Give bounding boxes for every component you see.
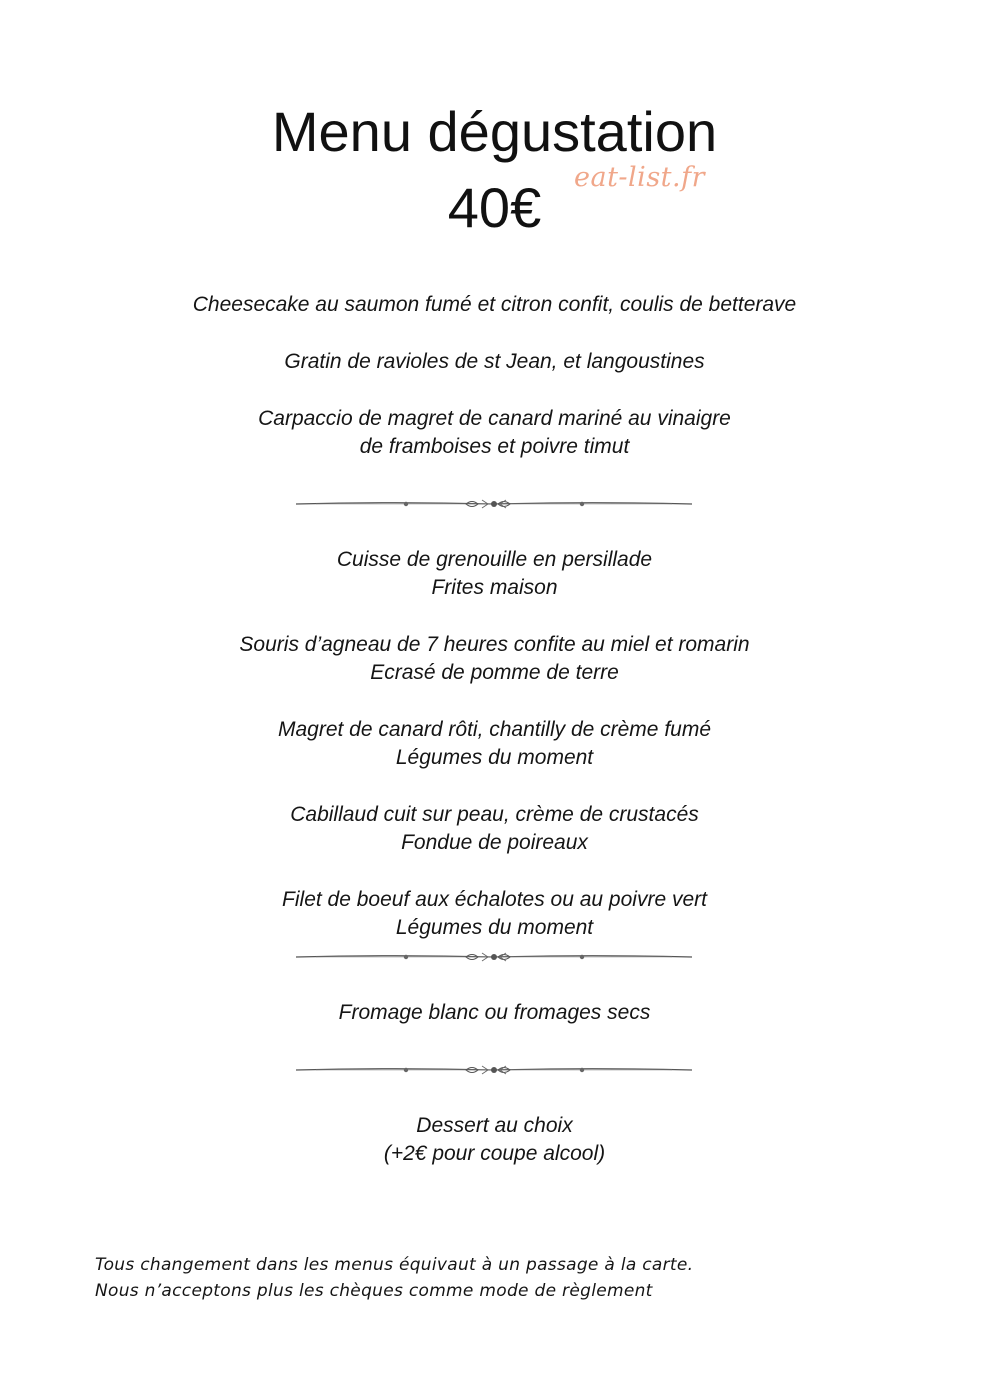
footer-notes (95, 1252, 693, 1304)
dish-line: Légumes du moment (395, 746, 594, 769)
footer-line-2: Nous n’acceptons plus les chèques comme mode de règlement (95, 1281, 653, 1301)
fromage-item (0, 999, 989, 1027)
plat-item-2 (0, 631, 989, 687)
dish-line: Ecrasé de pomme de terre (370, 661, 619, 684)
ornamental-divider (296, 1063, 692, 1077)
watermark: eat-list.fr (574, 162, 706, 193)
entree-item-3 (0, 405, 989, 461)
ornamental-divider (296, 950, 692, 964)
dish-line: Souris d’agneau de 7 heures confite au miel et romarin (239, 633, 750, 656)
dish-line: Légumes du moment (395, 916, 594, 939)
plat-item-1 (0, 546, 989, 602)
ornamental-divider (296, 497, 692, 511)
dish-line: Dessert au choix (416, 1114, 573, 1137)
dish-line: Carpaccio de magret de canard mariné au vinaigre (258, 407, 731, 430)
dessert-item (0, 1112, 989, 1168)
footer-line-1: Tous changement dans les menus équivaut à un passage à la carte. (95, 1255, 694, 1275)
dish-line: Fondue de poireaux (401, 831, 588, 854)
menu-title: Menu dégustation (271, 100, 718, 163)
dish-line: Cheesecake au saumon fumé et citron confit, coulis de betterave (192, 293, 797, 316)
dish-line: Frites maison (431, 576, 558, 599)
dish-line: (+2€ pour coupe alcool) (383, 1142, 606, 1165)
dish-line: Cabillaud cuit sur peau, crème de crustacés (290, 803, 699, 826)
dish-line: Gratin de ravioles de st Jean, et langoustines (284, 350, 705, 373)
dish-line: Filet de boeuf aux échalotes ou au poivre vert (282, 888, 707, 911)
plat-item-3 (0, 716, 989, 772)
entree-item-1 (0, 291, 989, 319)
entree-item-2 (0, 348, 989, 376)
dish-line: Fromage blanc ou fromages secs (338, 1001, 651, 1024)
dish-line: Magret de canard rôti, chantilly de crème fumé (277, 718, 712, 741)
plat-item-4 (0, 801, 989, 857)
dish-line: de framboises et poivre timut (359, 435, 630, 458)
plat-item-5 (0, 886, 989, 942)
dish-line: Cuisse de grenouille en persillade (336, 548, 653, 571)
menu-price: 40€ (447, 176, 542, 239)
